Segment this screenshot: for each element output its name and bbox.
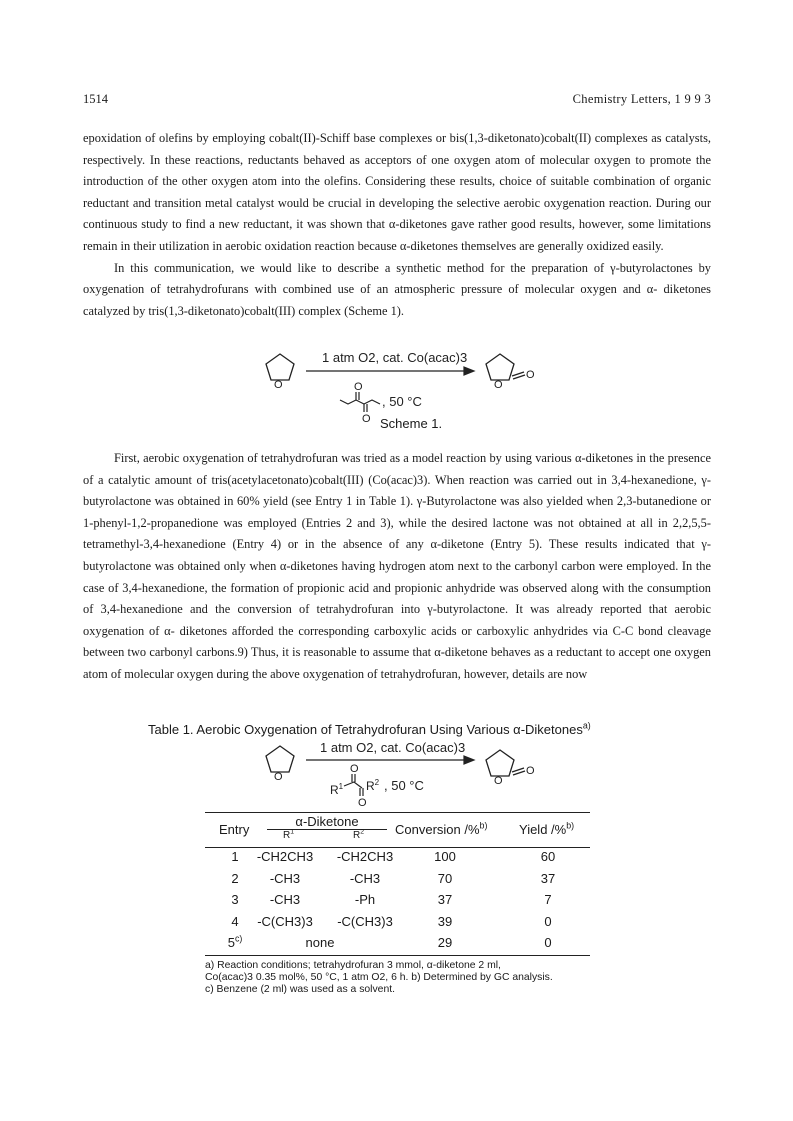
r1-cell: -CH3 <box>269 892 301 907</box>
diketone-oxygen-bottom: O <box>358 797 367 809</box>
text-line: α-diketone (Entry 5). These results indicated that γ-butyrolactone was obtained only when α-diketones having <box>83 537 711 573</box>
diketone-structure <box>340 392 380 412</box>
r2-label: $R^2$ <box>366 778 380 793</box>
text-line: also yielded when 2,3-butanedione or 1-phenyl-1,2-propanedione was employed (Entries 2 and 3), while the <box>83 494 711 530</box>
text-line: by oxygenation of tetrahydrofurans with combined use of an atmospheric pressure of molecular oxygen and α- <box>83 260 711 297</box>
table-header-rule <box>205 847 590 848</box>
yield-cell: 7 <box>544 892 552 907</box>
text-line: diketones catalyzed by tris(1,3-diketonato)cobalt(III) complex (Scheme 1). <box>83 282 711 318</box>
text-line: In this communication, we would like to describe a synthetic method for the preparation of γ-butyrolactones <box>114 260 693 275</box>
table-row <box>205 849 590 869</box>
gamma-butyrolactone-structure <box>486 354 525 380</box>
r2-cell: -CH3 <box>349 870 381 886</box>
entry-cell: 3 <box>231 892 239 907</box>
text-line: as catalysts, respectively. In these reactions, reductants behaved as acceptors of one oxygen atom of molecular <box>83 131 711 167</box>
header-diketone: α-Diketone <box>295 814 359 829</box>
table-scheme-conditions-top: 1 atm O2, cat. Co(acac)3 <box>320 740 466 755</box>
table-row <box>205 892 590 912</box>
scheme-conditions-bottom: , 50 °C <box>382 394 422 409</box>
paragraph-results <box>83 448 711 686</box>
r1-cell: -CH3 <box>269 870 301 886</box>
tetrahydrofuran-structure <box>266 746 294 772</box>
gamma-butyrolactone-structure <box>486 750 525 776</box>
table-row <box>205 935 590 955</box>
reaction-arrow <box>306 756 474 764</box>
text-line: of suitable combination of organic reductant and transition metal catalyst would be crucial in developing the <box>83 174 711 210</box>
yield-cell: 60 <box>540 849 556 864</box>
diketone-oxygen-bottom: O <box>362 413 371 425</box>
text-line: selective aerobic oxygenation reaction. During our continuous study to find a new reductant, it was shown that <box>83 195 711 232</box>
yield-cell: 0 <box>544 913 552 929</box>
table-title-footnote-mark: a) <box>582 720 591 731</box>
lactone-ring-oxygen: O <box>494 775 503 787</box>
header-entry: Entry <box>219 822 250 837</box>
thf-oxygen-label: O <box>274 379 283 391</box>
text-line: conversion of tetrahydrofuran into γ-butyrolactone. It was already reported that aerobic oxygenation of α- <box>83 602 711 638</box>
body-text-bottom <box>83 448 711 686</box>
table-row <box>205 914 590 934</box>
conversion-cell: 100 <box>434 849 456 864</box>
scheme-conditions-top: 1 atm O2, cat. Co(acac)3 <box>322 350 468 365</box>
conversion-cell: 37 <box>437 892 453 907</box>
entry-cell: 5$^{c)}$ <box>227 933 243 950</box>
paragraph-intro <box>83 258 711 323</box>
text-line: First, aerobic oxygenation of tetrahydrofuran was tried as a model reaction by using various α-diketones in <box>114 451 646 465</box>
text-line: oxygen to promote the introduction of the other oxygen atom into the olefins. Considering these results, choice <box>83 152 711 189</box>
text-line: reaction because α-diketones themselves are generally oxidized easily. <box>314 238 664 253</box>
header-yield: Yield /%$^{b)}$ <box>519 820 575 837</box>
journal-title: Chemistry Letters, 1 9 9 3 <box>572 92 711 106</box>
lactone-carbonyl-oxygen: O <box>526 369 535 381</box>
scheme-caption: Scheme 1. <box>380 416 443 431</box>
entry-cell: 1 <box>231 849 239 864</box>
conversion-cell: 39 <box>437 913 453 929</box>
header-r2: $R^2$ <box>353 828 365 841</box>
table-footnotes <box>205 960 595 996</box>
thf-oxygen-label: O <box>274 771 283 783</box>
text-line: oxygen atom of molecular oxygen during the above oxygenation of tetrahydrofuran, however, details are now <box>83 645 711 681</box>
diketone-oxygen-top: O <box>350 763 359 775</box>
running-head <box>83 92 711 110</box>
text-line: propionic acid and propionic anhydride was observed along with the consumption of 3,4-hexanedione and the <box>83 580 711 617</box>
text-line: the presence of a catalytic amount of tris(acetylacetonato)cobalt(III) (Co(acac)3). When reaction was carried out <box>83 451 711 487</box>
footnote-b: Co(acac)3 0.35 mol%, 50 °C, 1 atm O2, 6 h. b) Determined by GC analysis. <box>205 972 553 983</box>
yield-cell: 0 <box>544 935 552 950</box>
table-scheme-diagram <box>250 740 550 812</box>
tetrahydrofuran-structure <box>266 354 294 380</box>
conversion-cell: 29 <box>437 935 453 950</box>
reaction-arrow <box>306 367 474 375</box>
footnote-c: c) Benzene (2 ml) was used as a solvent. <box>205 984 396 995</box>
table-scheme-conditions-bottom: , 50 °C <box>384 778 424 793</box>
r1-label: $R^1$ <box>330 782 344 797</box>
conversion-cell: 70 <box>437 870 453 886</box>
text-line: desired lactone was not obtained at all in 2,2,5,5-tetramethyl-3,4-hexanedione (Entry 4) or in the absence of any <box>83 515 711 552</box>
r1-cell: -C(CH3)3 <box>257 913 313 929</box>
r1-cell: -CH2CH3 <box>256 849 314 864</box>
body-text-top <box>83 128 711 322</box>
table-row <box>205 871 590 891</box>
page-number: 1514 <box>83 92 108 106</box>
table-title <box>148 722 591 737</box>
table-header <box>205 816 590 846</box>
entry-cell: 2 <box>231 870 239 886</box>
r1-cell: none <box>305 935 335 950</box>
text-line: epoxidation of olefins by employing cobalt(II)-Schiff base complexes or bis(1,3-diketonato)cobalt(II) complexes <box>83 131 648 145</box>
header-r1: $R^1$ <box>283 828 295 841</box>
r2-cell: -C(CH3)3 <box>337 913 393 929</box>
yield-cell: 37 <box>540 870 556 886</box>
table-bottom-rule <box>205 955 590 956</box>
diketone-structure <box>344 774 363 796</box>
text-line: in 3,4-hexanedione, γ-butyrolactone was obtained in 60% yield (see Entry 1 in Table 1). γ-Butyrolactone was <box>83 472 711 509</box>
text-line: hydrogen atom next to the carbonyl carbon were employed. In the case of 3,4-hexanedione, the formation of <box>83 558 711 595</box>
text-line: α-diketones gave rather good results, however, some limitations remain in their utilization in aerobic oxidation <box>83 217 711 253</box>
entry-footnote-mark: c) <box>234 933 243 944</box>
table-top-rule <box>205 812 590 813</box>
entry-cell: 4 <box>231 913 239 929</box>
header-conversion: Conversion /%$^{b)}$ <box>395 820 488 837</box>
text-line: two carbonyl carbons.9) Thus, it is reasonable to assume that α-diketone behaves as a reductant to accept one <box>127 645 672 660</box>
text-line: diketones afforded the corresponding carboxylic acids or carboxylic anhydrides via C-C bond cleavage between <box>83 623 711 660</box>
table-title-text: Table 1. Aerobic Oxygenation of Tetrahydrofuran Using Various α-Diketones <box>148 722 583 737</box>
r2-cell: -CH2CH3 <box>336 849 394 864</box>
lactone-ring-oxygen: O <box>494 379 503 391</box>
diketone-oxygen-top: O <box>354 381 363 393</box>
r2-cell: -Ph <box>354 892 376 907</box>
paragraph-continued <box>83 128 711 258</box>
lactone-carbonyl-oxygen: O <box>526 765 535 777</box>
footnote-a: a) Reaction conditions; tetrahydrofuran 3 mmol, α-diketone 2 ml, <box>205 960 501 971</box>
